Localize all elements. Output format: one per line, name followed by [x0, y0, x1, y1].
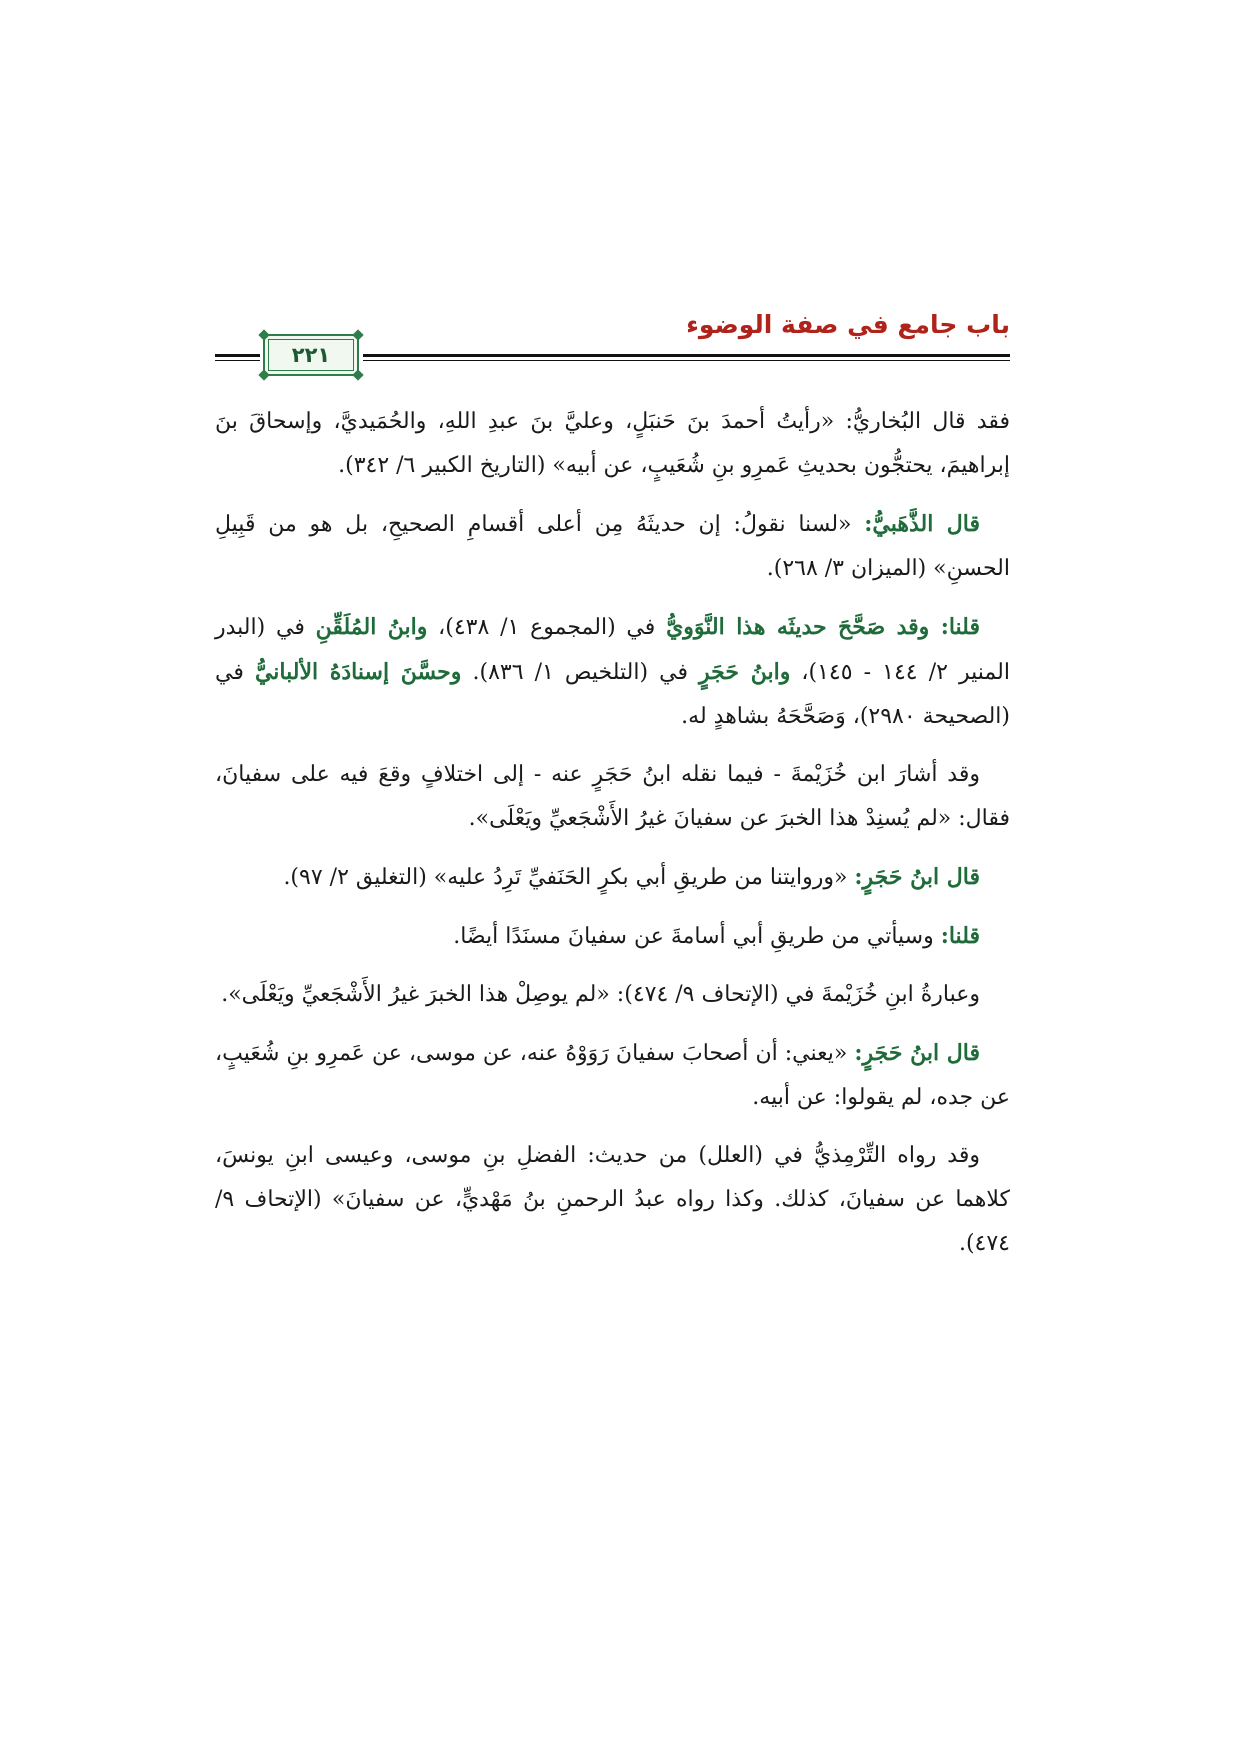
header-rule-thin	[363, 360, 1010, 361]
ornament-icon	[258, 329, 269, 340]
ornament-icon	[352, 369, 363, 380]
page-body	[215, 400, 1010, 1280]
chapter-title: باب جامع في صفة الوضوء	[686, 310, 1010, 339]
ornament-icon	[352, 329, 363, 340]
page-number: ٢٢١	[291, 343, 331, 367]
paragraph-bukhari	[215, 400, 1010, 488]
header-rule-left	[215, 354, 260, 357]
page-header	[215, 310, 1010, 380]
paragraph-text: وسيأتي من طريقِ أبي أسامةَ عن سفيانَ مسنَدًا أيضًا.	[453, 924, 941, 949]
paragraph-text: وقد رواه التِّرْمِذيُّ في (العلل) من حديث: الفضلِ بنِ موسى، وعيسى ابنِ يونسَ، كلاهما عن سفيانَ، كذلك. وكذا رواه عبدُ الرحمنِ بنُ مَهْديٍّ، عن سفيانَ» (الإتحاف ٩/ ٤٧٤).	[215, 1143, 1010, 1256]
paragraph-khuzaymah	[215, 753, 1010, 841]
paragraph-text: «يعني: أن أصحابَ سفيانَ رَوَوْهُ عنه، عن موسى، عن عَمرِو بنِ شُعَيبٍ، عن جده، لم يقولوا: عن أبيه.	[215, 1041, 1010, 1110]
header-rule-left-thin	[215, 360, 260, 361]
paragraph-text: في (التلخيص ١/ ٨٣٦).	[461, 660, 700, 685]
paragraph-authentication	[215, 605, 1010, 739]
paragraph-dhahabi	[215, 502, 1010, 591]
paragraph-text: «وروايتنا من طريقِ أبي بكرٍ الحَنَفيِّ تَرِدُ عليه» (التغليق ٢/ ٩٧).	[283, 865, 855, 890]
speaker-label: قال ابنُ حَجَرٍ:	[854, 1040, 980, 1066]
ornament-icon	[258, 369, 269, 380]
paragraph-text: في (المجموع ١/ ٤٣٨)،	[427, 615, 667, 640]
speaker-label: قلنا:	[940, 923, 980, 949]
speaker-label: قال الذَّهَبيُّ:	[864, 511, 980, 537]
paragraph-ibn-hajar-2	[215, 1031, 1010, 1120]
paragraph-text: وعبارةُ ابنِ خُزَيْمةَ في (الإتحاف ٩/ ٤٧٤): «لم يوصِلْ هذا الخبرَ غيرُ الأَشْجَعيِّ ويَعْلَى».	[221, 982, 980, 1007]
speaker-label: قال ابنُ حَجَرٍ:	[854, 864, 980, 890]
paragraph-ithaf	[215, 973, 1010, 1017]
paragraph-text: وقد أشارَ ابن خُزَيْمةَ - فيما نقله ابنُ حَجَرٍ عنه - إلى اختلافٍ وقعَ فيه على سفيانَ، فقال: «لم يُسنِدْ هذا الخبرَ عن سفيانَ غيرُ الأَشْجَعيِّ ويَعْلَى».	[215, 762, 1010, 831]
scholar-name: وابنُ المُلَقِّنِ	[315, 614, 428, 640]
speaker-label: قلنا: وقد صَحَّحَ حديثَه هذا النَّوَويُّ	[666, 614, 980, 640]
scholar-name: وحسَّنَ إسنادَهُ الألبانيُّ	[254, 659, 462, 685]
paragraph-qulna	[215, 914, 1010, 959]
paragraph-ibn-hajar-1	[215, 855, 1010, 900]
header-rule	[363, 354, 1010, 357]
paragraph-text: فقد قال البُخاريُّ: «رأيتُ أحمدَ بنَ حَنبَلٍ، وعليَّ بنَ عبدِ اللهِ، والحُمَيديَّ، وإسحاقَ بنَ إبراهيمَ، يحتجُّون بحديثِ عَمرِو بنِ شُعَيبٍ، عن أبيه» (التاريخ الكبير ٦/ ٣٤٢).	[215, 409, 1010, 478]
scholar-name: وابنُ حَجَرٍ	[699, 659, 791, 685]
page-number-badge	[263, 334, 359, 376]
paragraph-text: في (البدر المنير ٢/ ١٤٤ - ١٤٥)،	[215, 615, 1010, 685]
paragraph-tirmidhi	[215, 1134, 1010, 1266]
paragraph-text: في (الصحيحة ٢٩٨٠)، وَصَحَّحَهُ بشاهدٍ له.	[215, 660, 1010, 729]
paragraph-text: «لسنا نقولُ: إن حديثَهُ مِن أعلى أقسامِ الصحيحِ، بل هو من قَبِيلِ الحسنِ» (الميزان ٣/ ٢٦٨).	[215, 512, 1010, 581]
